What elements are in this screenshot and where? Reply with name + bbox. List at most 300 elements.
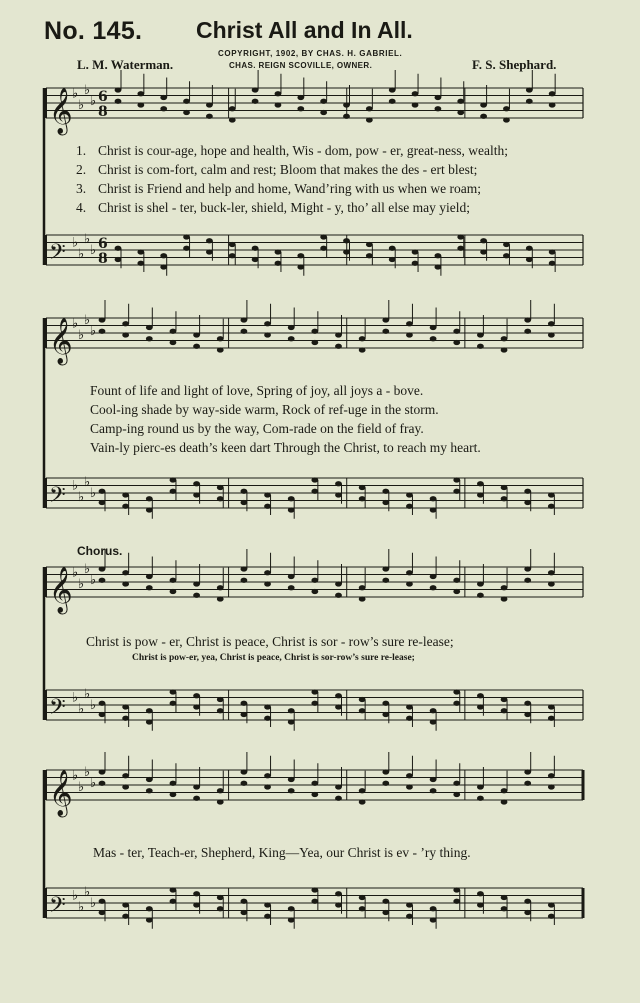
note-head bbox=[524, 566, 531, 571]
note-head bbox=[241, 769, 248, 774]
note-head bbox=[206, 249, 213, 254]
note-head bbox=[241, 578, 248, 583]
flat-icon: ♭ bbox=[90, 698, 97, 713]
verse-text: Christ is com-fort, calm and rest; Bloom that makes the des - ert blest; bbox=[98, 162, 478, 177]
note-head bbox=[430, 336, 437, 341]
note-head bbox=[146, 777, 153, 782]
note-head bbox=[389, 99, 396, 104]
note-head bbox=[457, 110, 464, 115]
verse-line-2-cont: Cool-ing shade by way-side warm, Rock of ref-uge in the storm. bbox=[90, 402, 439, 417]
note-head bbox=[548, 902, 555, 907]
hymn-number: No. 145. bbox=[44, 17, 143, 45]
note-head bbox=[548, 504, 555, 509]
verse-line-4 bbox=[76, 200, 470, 216]
note-head bbox=[229, 253, 236, 258]
note-head bbox=[430, 585, 437, 590]
flat-icon: ♭ bbox=[78, 97, 85, 113]
note-head bbox=[206, 102, 213, 107]
note-head bbox=[241, 317, 248, 322]
note-head bbox=[275, 102, 282, 107]
note-head bbox=[288, 917, 295, 922]
note-head bbox=[430, 496, 437, 501]
note-head bbox=[406, 902, 413, 907]
flat-icon: ♭ bbox=[78, 246, 85, 262]
note-head bbox=[359, 596, 366, 601]
note-head bbox=[412, 91, 419, 96]
note-head bbox=[311, 701, 318, 706]
note-head bbox=[122, 332, 129, 337]
note-head bbox=[406, 581, 413, 586]
note-head bbox=[288, 585, 295, 590]
note-head bbox=[503, 106, 510, 111]
note-head bbox=[311, 340, 318, 345]
note-head bbox=[122, 492, 129, 497]
note-head bbox=[477, 704, 484, 709]
note-head bbox=[206, 114, 213, 119]
note-head bbox=[430, 708, 437, 713]
note-head bbox=[453, 489, 460, 494]
verse-text: Christ is shel - ter, buck-ler, shield, Might - y, tho’ all else may yield; bbox=[98, 200, 470, 215]
note-head bbox=[524, 329, 531, 334]
note-head bbox=[264, 704, 271, 709]
note-head bbox=[241, 910, 248, 915]
note-head bbox=[501, 485, 508, 490]
note-head bbox=[99, 317, 106, 322]
verse-line-4-cont: Vain-ly pierc-es death’s keen dart Through the Christ, to reach my heart. bbox=[90, 440, 481, 455]
note-head bbox=[122, 773, 129, 778]
note-head bbox=[288, 777, 295, 782]
flat-icon: ♭ bbox=[72, 86, 79, 102]
note-head bbox=[359, 485, 366, 490]
note-head bbox=[435, 253, 442, 258]
note-head bbox=[217, 496, 224, 501]
flat-icon: ♭ bbox=[72, 888, 79, 904]
note-head bbox=[382, 578, 389, 583]
note-head bbox=[524, 781, 531, 786]
note-head bbox=[217, 485, 224, 490]
note-head bbox=[501, 347, 508, 352]
note-head bbox=[382, 769, 389, 774]
note-head bbox=[503, 253, 510, 258]
bass-clef-icon: 𝄢 bbox=[49, 483, 66, 513]
note-head bbox=[501, 336, 508, 341]
note-head bbox=[477, 344, 484, 349]
note-head bbox=[264, 492, 271, 497]
note-head bbox=[146, 719, 153, 724]
note-head bbox=[480, 249, 487, 254]
note-head bbox=[548, 716, 555, 721]
verse-number: 3. bbox=[76, 181, 87, 196]
note-head bbox=[406, 704, 413, 709]
note-head bbox=[359, 347, 366, 352]
note-head bbox=[548, 570, 555, 575]
note-head bbox=[389, 87, 396, 92]
note-head bbox=[99, 769, 106, 774]
flat-icon: ♭ bbox=[84, 82, 91, 98]
note-head bbox=[389, 257, 396, 262]
note-head bbox=[183, 234, 190, 239]
note-head bbox=[501, 585, 508, 590]
note-head bbox=[435, 95, 442, 100]
note-head bbox=[406, 321, 413, 326]
flat-icon: ♭ bbox=[84, 561, 91, 577]
note-head bbox=[115, 99, 122, 104]
verse-text: Christ is cour-age, hope and health, Wis - dom, pow - er, great-ness, wealth; bbox=[98, 143, 509, 158]
note-head bbox=[524, 899, 531, 904]
treble-clef-icon: 𝄞 bbox=[49, 567, 73, 613]
note-head bbox=[264, 321, 271, 326]
note-head bbox=[477, 693, 484, 698]
note-head bbox=[335, 704, 342, 709]
note-head bbox=[217, 596, 224, 601]
note-head bbox=[311, 489, 318, 494]
note-head bbox=[115, 257, 122, 262]
note-head bbox=[430, 917, 437, 922]
note-head bbox=[241, 489, 248, 494]
bass-clef-icon: 𝄢 bbox=[49, 695, 66, 725]
note-head bbox=[457, 99, 464, 104]
note-head bbox=[264, 902, 271, 907]
note-head bbox=[406, 914, 413, 919]
hymn-title: Christ All and In All. bbox=[196, 17, 413, 43]
composer-credit: F. S. Shephard. bbox=[472, 57, 557, 72]
note-head bbox=[412, 249, 419, 254]
note-head bbox=[264, 914, 271, 919]
note-head bbox=[193, 332, 200, 337]
note-head bbox=[320, 99, 327, 104]
note-head bbox=[359, 496, 366, 501]
note-head bbox=[99, 500, 106, 505]
note-head bbox=[311, 887, 318, 892]
note-head bbox=[122, 321, 129, 326]
note-head bbox=[122, 902, 129, 907]
note-head bbox=[311, 689, 318, 694]
note-head bbox=[457, 246, 464, 251]
note-head bbox=[430, 777, 437, 782]
note-head bbox=[549, 91, 556, 96]
note-head bbox=[335, 593, 342, 598]
note-head bbox=[264, 332, 271, 337]
note-head bbox=[477, 581, 484, 586]
flat-icon: ♭ bbox=[78, 576, 85, 592]
note-head bbox=[430, 906, 437, 911]
note-head bbox=[170, 477, 177, 482]
note-head bbox=[501, 697, 508, 702]
note-head bbox=[430, 507, 437, 512]
time-signature-numerator: 6 bbox=[98, 89, 108, 105]
note-head bbox=[241, 500, 248, 505]
note-head bbox=[183, 246, 190, 251]
note-head bbox=[122, 784, 129, 789]
bass-clef-icon: 𝄢 bbox=[49, 893, 66, 923]
note-head bbox=[382, 329, 389, 334]
note-head bbox=[548, 773, 555, 778]
note-head bbox=[217, 799, 224, 804]
note-head bbox=[288, 574, 295, 579]
flat-icon: ♭ bbox=[72, 316, 79, 332]
note-head bbox=[160, 253, 167, 258]
note-head bbox=[382, 712, 389, 717]
note-head bbox=[406, 716, 413, 721]
note-head bbox=[548, 784, 555, 789]
flat-icon: ♭ bbox=[72, 478, 79, 494]
flat-icon: ♭ bbox=[78, 327, 85, 343]
note-head bbox=[311, 477, 318, 482]
note-head bbox=[453, 887, 460, 892]
note-head bbox=[170, 578, 177, 583]
note-head bbox=[288, 708, 295, 713]
note-head bbox=[501, 708, 508, 713]
note-head bbox=[170, 340, 177, 345]
note-head bbox=[137, 261, 144, 266]
note-head bbox=[548, 581, 555, 586]
flat-icon: ♭ bbox=[90, 573, 97, 588]
note-head bbox=[503, 242, 510, 247]
note-head bbox=[412, 261, 419, 266]
note-head bbox=[548, 704, 555, 709]
note-head bbox=[264, 504, 271, 509]
note-head bbox=[193, 891, 200, 896]
verse-line-1 bbox=[76, 143, 508, 159]
note-head bbox=[501, 895, 508, 900]
note-head bbox=[170, 489, 177, 494]
note-head bbox=[288, 325, 295, 330]
note-head bbox=[137, 91, 144, 96]
note-head bbox=[160, 106, 167, 111]
note-head bbox=[477, 784, 484, 789]
note-head bbox=[99, 329, 106, 334]
note-head bbox=[146, 496, 153, 501]
flat-icon: ♭ bbox=[72, 690, 79, 706]
note-head bbox=[115, 246, 122, 251]
note-head bbox=[524, 701, 531, 706]
note-head bbox=[335, 891, 342, 896]
note-head bbox=[320, 234, 327, 239]
note-head bbox=[406, 492, 413, 497]
note-head bbox=[335, 581, 342, 586]
note-head bbox=[193, 704, 200, 709]
note-head bbox=[99, 712, 106, 717]
note-head bbox=[229, 242, 236, 247]
note-head bbox=[335, 784, 342, 789]
note-head bbox=[170, 792, 177, 797]
note-head bbox=[359, 708, 366, 713]
flat-icon: ♭ bbox=[84, 312, 91, 328]
note-head bbox=[335, 332, 342, 337]
note-head bbox=[146, 336, 153, 341]
note-head bbox=[122, 716, 129, 721]
note-head bbox=[524, 712, 531, 717]
flat-icon: ♭ bbox=[72, 235, 79, 251]
note-head bbox=[241, 329, 248, 334]
note-head bbox=[241, 712, 248, 717]
note-head bbox=[193, 581, 200, 586]
flat-icon: ♭ bbox=[90, 243, 97, 258]
note-head bbox=[359, 788, 366, 793]
note-head bbox=[524, 500, 531, 505]
note-head bbox=[359, 336, 366, 341]
note-head bbox=[99, 578, 106, 583]
note-head bbox=[435, 106, 442, 111]
note-head bbox=[389, 246, 396, 251]
note-head bbox=[241, 781, 248, 786]
flat-icon: ♭ bbox=[84, 884, 91, 900]
note-head bbox=[288, 496, 295, 501]
note-head bbox=[406, 570, 413, 575]
note-head bbox=[122, 570, 129, 575]
time-signature-denominator: 8 bbox=[98, 251, 108, 267]
note-head bbox=[335, 481, 342, 486]
verse-number: 1. bbox=[76, 143, 87, 158]
flat-icon: ♭ bbox=[84, 474, 91, 490]
note-head bbox=[229, 117, 236, 122]
note-head bbox=[252, 257, 259, 262]
note-head bbox=[524, 910, 531, 915]
flat-icon: ♭ bbox=[78, 701, 85, 717]
note-head bbox=[359, 895, 366, 900]
flat-icon: ♭ bbox=[78, 489, 85, 505]
note-head bbox=[311, 589, 318, 594]
note-head bbox=[477, 902, 484, 907]
note-head bbox=[146, 788, 153, 793]
note-head bbox=[359, 799, 366, 804]
chorus-label: Chorus. bbox=[77, 544, 123, 558]
note-head bbox=[320, 110, 327, 115]
note-head bbox=[206, 238, 213, 243]
note-head bbox=[366, 117, 373, 122]
note-head bbox=[146, 585, 153, 590]
note-head bbox=[335, 693, 342, 698]
note-head bbox=[275, 91, 282, 96]
note-head bbox=[366, 242, 373, 247]
note-head bbox=[297, 95, 304, 100]
note-head bbox=[382, 317, 389, 322]
note-head bbox=[99, 781, 106, 786]
flat-icon: ♭ bbox=[90, 896, 97, 911]
note-head bbox=[457, 234, 464, 239]
note-head bbox=[453, 781, 460, 786]
note-head bbox=[311, 792, 318, 797]
flat-icon: ♭ bbox=[84, 764, 91, 780]
treble-clef-icon: 𝄞 bbox=[49, 318, 73, 364]
note-head bbox=[382, 701, 389, 706]
flat-icon: ♭ bbox=[72, 768, 79, 784]
note-head bbox=[137, 249, 144, 254]
note-head bbox=[193, 902, 200, 907]
time-signature-denominator: 8 bbox=[98, 104, 108, 120]
note-head bbox=[311, 578, 318, 583]
note-head bbox=[430, 574, 437, 579]
note-head bbox=[453, 340, 460, 345]
note-head bbox=[193, 481, 200, 486]
note-head bbox=[160, 95, 167, 100]
note-head bbox=[359, 585, 366, 590]
note-head bbox=[501, 496, 508, 501]
note-head bbox=[311, 781, 318, 786]
note-head bbox=[252, 87, 259, 92]
note-head bbox=[453, 899, 460, 904]
note-head bbox=[170, 701, 177, 706]
note-head bbox=[297, 106, 304, 111]
note-head bbox=[382, 910, 389, 915]
note-head bbox=[343, 114, 350, 119]
note-head bbox=[137, 102, 144, 107]
note-head bbox=[170, 329, 177, 334]
note-head bbox=[549, 249, 556, 254]
note-head bbox=[311, 899, 318, 904]
flat-icon: ♭ bbox=[78, 779, 85, 795]
note-head bbox=[146, 574, 153, 579]
note-head bbox=[241, 899, 248, 904]
time-signature-numerator: 6 bbox=[98, 236, 108, 252]
note-head bbox=[382, 899, 389, 904]
note-head bbox=[99, 701, 106, 706]
note-head bbox=[193, 693, 200, 698]
note-head bbox=[217, 347, 224, 352]
note-head bbox=[115, 87, 122, 92]
note-head bbox=[335, 344, 342, 349]
note-head bbox=[170, 899, 177, 904]
note-head bbox=[435, 264, 442, 269]
note-head bbox=[275, 261, 282, 266]
note-head bbox=[275, 249, 282, 254]
note-head bbox=[193, 344, 200, 349]
note-head bbox=[146, 325, 153, 330]
note-head bbox=[548, 492, 555, 497]
note-head bbox=[183, 110, 190, 115]
note-head bbox=[264, 773, 271, 778]
note-head bbox=[382, 566, 389, 571]
note-head bbox=[146, 507, 153, 512]
note-head bbox=[99, 489, 106, 494]
note-head bbox=[288, 788, 295, 793]
copyright-owner: CHAS. REIGN SCOVILLE, OWNER. bbox=[229, 61, 373, 70]
chorus-lyric: Christ is pow - er, Christ is peace, Christ is sor - row’s sure re-lease; bbox=[86, 634, 454, 649]
verse-line-2 bbox=[76, 162, 477, 178]
note-head bbox=[217, 697, 224, 702]
verse-line-3-cont: Camp-ing round us by the way, Com-rade on the field of fray. bbox=[90, 421, 424, 436]
note-head bbox=[382, 781, 389, 786]
note-head bbox=[241, 566, 248, 571]
note-head bbox=[343, 238, 350, 243]
copyright-notice: COPYRIGHT, 1902, BY CHAS. H. GABRIEL. bbox=[218, 49, 403, 58]
note-head bbox=[430, 325, 437, 330]
note-head bbox=[501, 596, 508, 601]
note-head bbox=[477, 481, 484, 486]
note-head bbox=[359, 906, 366, 911]
note-head bbox=[453, 701, 460, 706]
note-head bbox=[453, 477, 460, 482]
note-head bbox=[335, 796, 342, 801]
note-head bbox=[311, 329, 318, 334]
note-head bbox=[480, 114, 487, 119]
chorus-echo-lyric: Christ is pow-er, yea, Christ is peace, Christ is sor-row’s sure re-lease; bbox=[132, 653, 415, 663]
note-head bbox=[549, 261, 556, 266]
note-head bbox=[193, 796, 200, 801]
note-head bbox=[453, 329, 460, 334]
note-head bbox=[122, 581, 129, 586]
note-head bbox=[99, 566, 106, 571]
note-head bbox=[524, 489, 531, 494]
verse-number: 2. bbox=[76, 162, 87, 177]
note-head bbox=[366, 253, 373, 258]
chorus-final-lyric: Mas - ter, Teach-er, Shepherd, King—Yea, our Christ is ev - ’ry thing. bbox=[93, 845, 471, 860]
note-head bbox=[264, 570, 271, 575]
note-head bbox=[122, 914, 129, 919]
note-head bbox=[99, 910, 106, 915]
note-head bbox=[241, 701, 248, 706]
note-head bbox=[193, 492, 200, 497]
